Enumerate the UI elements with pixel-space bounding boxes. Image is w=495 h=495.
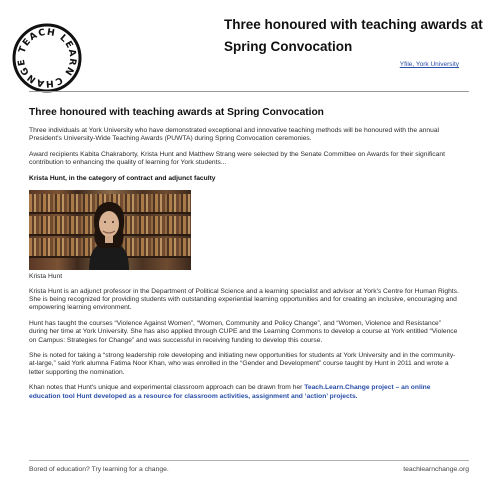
- leadership-paragraph: She is noted for taking a “strong leadership role developing and initiating new opportunities for students at York University and in the community-at-large,” said York alumna Fatima Noor Khan, who was enrolled in the “Gender and Development” course taught by Hunt in 2011 and wrote a letter supporting the nomination.: [29, 352, 456, 376]
- article: [29, 107, 460, 408]
- bio-paragraph: Krista Hunt is an adjunct professor in the Department of Political Science and a learning specialist and advisor at York's Centre for Human Rights. She is being recognized for providing students with outstanding experiential learning opportunities and for creating an inclusive, encouraging and empowering learning environment.: [29, 287, 459, 312]
- article-title: Three honoured with teaching awards at Spring Convocation: [29, 107, 324, 118]
- courses-paragraph: Hunt has taught the courses “Violence Against Women”, “Women, Community and Policy Change”, and “Women, Violence and Resistance” during her time at York University. She has also applied through CUPE and the Learning Commons to develop a course at York entitled “Violence on Campus: Strategies for Change” and was successful in receiving funding to develop this course.: [29, 319, 458, 344]
- section-subhead: Krista Hunt, in the category of contract and adjunct faculty: [29, 174, 216, 182]
- footer-divider: [29, 460, 469, 461]
- krista-hunt-photo: [29, 190, 191, 270]
- intro-paragraph: Three individuals at York University who have demonstrated exceptional and innovative teaching methods will be honoured with the annual President's University-Wide Teaching Awards (PUWTA) during Spring Convocation ceremonies.: [29, 127, 440, 143]
- teach-learn-change-link[interactable]: Teach.Learn.Change project – an online education tool Hunt developed as a resource for classroom activities, assignment and ‘action’ projects.: [29, 384, 431, 400]
- header-divider: [29, 91, 469, 92]
- photo-caption: Krista Hunt: [29, 272, 63, 280]
- portrait-person: [81, 198, 137, 270]
- footer-site: teachlearnchange.org: [403, 466, 469, 473]
- project-paragraph: [29, 384, 460, 401]
- footer-tagline: Bored of education? Try learning for a change.: [29, 466, 169, 473]
- teach-learn-change-logo: [11, 22, 83, 94]
- header-title: Three honoured with teaching awards at Spring Convocation: [224, 17, 483, 54]
- project-text: Khan notes that Hunt's unique and experimental classroom approach can be drawn from her: [29, 384, 305, 392]
- source-link[interactable]: Yfile, York University: [399, 61, 459, 68]
- recipients-paragraph: Award recipients Kabita Chakraborty, Krista Hunt and Matthew Strang were selected by the Senate Committee on Awards for their significant contribution to enhancing the quality of learning for York students...: [29, 150, 445, 167]
- logo-text: TEACH LEARN CHANGE: [15, 26, 79, 90]
